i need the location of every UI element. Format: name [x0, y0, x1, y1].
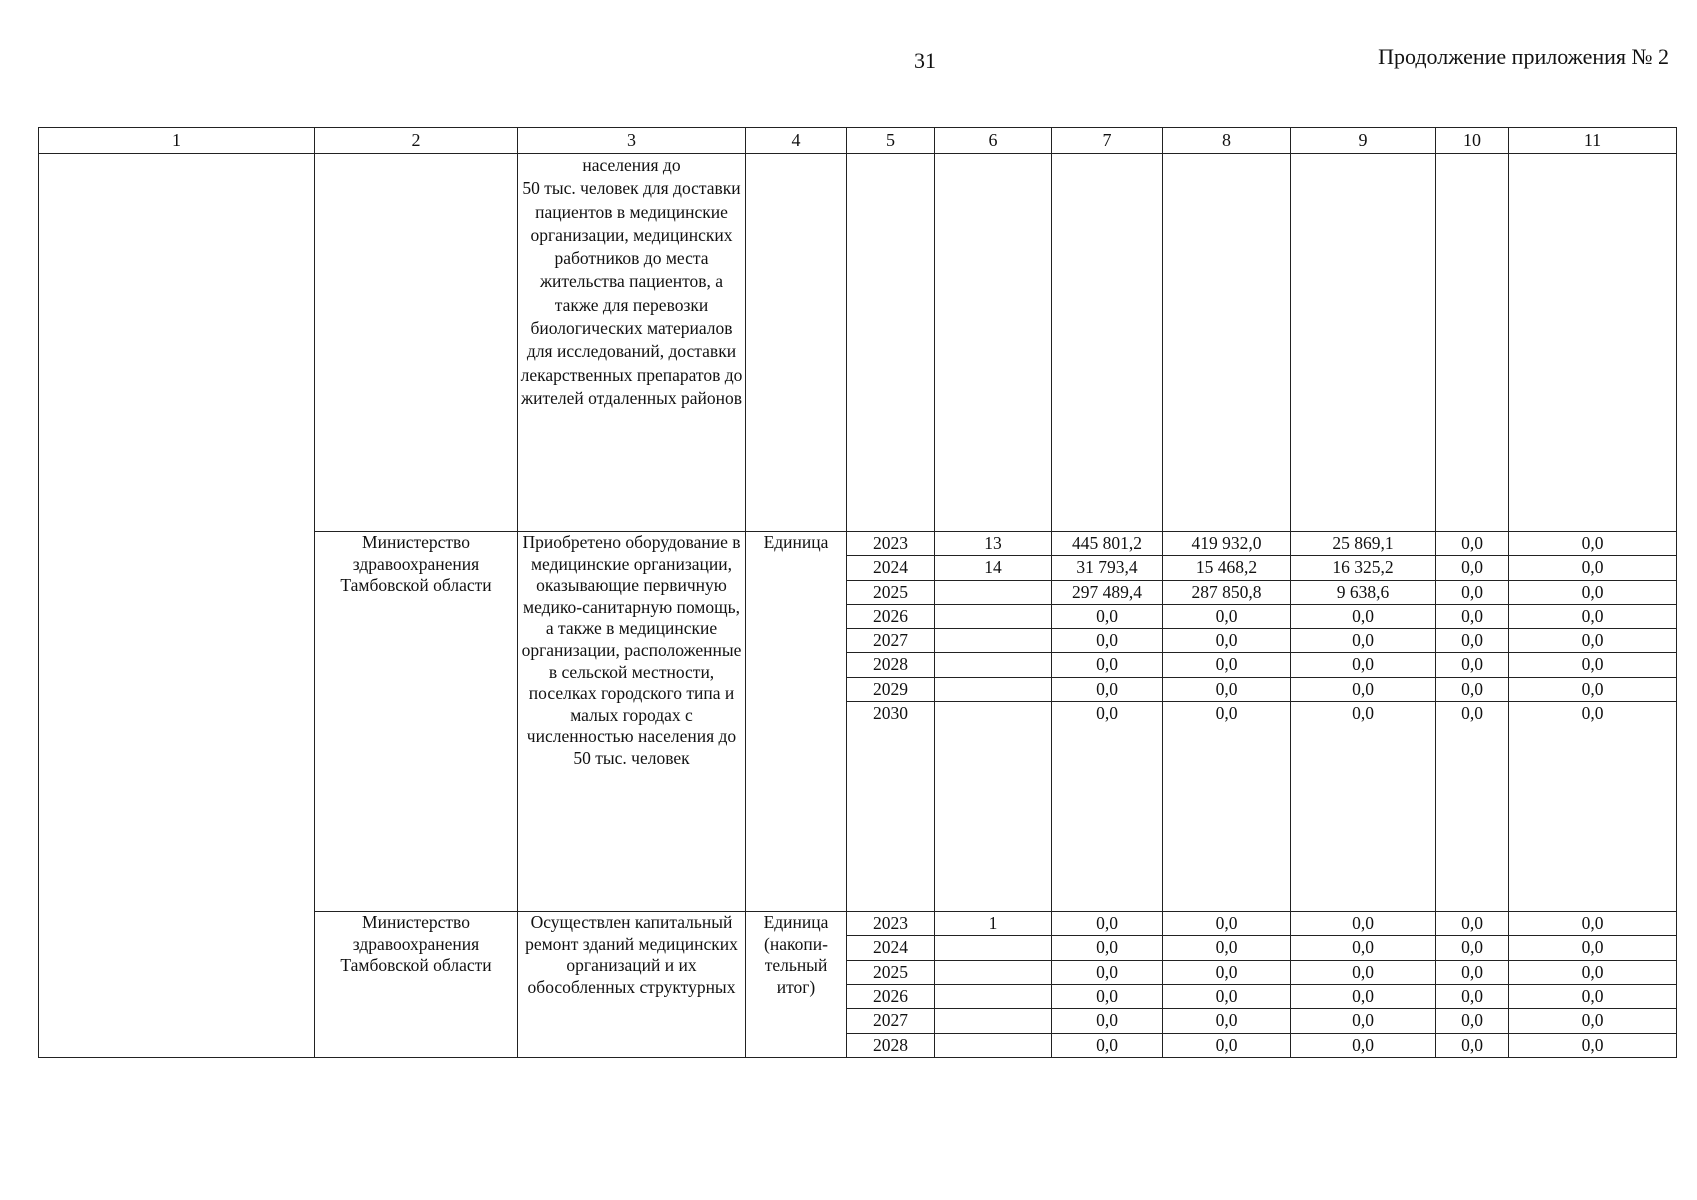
- year-cell: [847, 154, 935, 532]
- value-cell: 445 801,2: [1052, 532, 1163, 556]
- value-cell: 0,0: [1163, 912, 1291, 936]
- value-cell: 0,0: [1163, 936, 1291, 960]
- value-cell: [1163, 154, 1291, 532]
- value-cell: 0,0: [1163, 1033, 1291, 1057]
- table-body: [39, 154, 1677, 1058]
- value-cell: [935, 653, 1052, 677]
- value-cell: 0,0: [1163, 629, 1291, 653]
- value-cell: 0,0: [1052, 984, 1163, 1008]
- year-cell: 2025: [847, 960, 935, 984]
- col-header: 3: [518, 128, 746, 154]
- value-cell: [1291, 154, 1436, 532]
- value-cell: 0,0: [1436, 1009, 1509, 1033]
- col1-cell: [39, 154, 315, 1058]
- value-cell: 0,0: [1291, 1009, 1436, 1033]
- value-cell: [935, 1009, 1052, 1033]
- value-cell: 1: [935, 912, 1052, 936]
- year-cell: 2027: [847, 629, 935, 653]
- col-header: 6: [935, 128, 1052, 154]
- value-cell: 0,0: [1291, 1033, 1436, 1057]
- value-cell: 0,0: [1509, 702, 1677, 912]
- value-cell: 0,0: [1052, 653, 1163, 677]
- results-table: [38, 127, 1677, 1058]
- responsible-cell: Министерство здравоохранения Тамбовской области: [315, 532, 518, 912]
- value-cell: 0,0: [1291, 984, 1436, 1008]
- year-cell: 2025: [847, 580, 935, 604]
- appendix-label: Продолжение приложения № 2: [1378, 44, 1669, 69]
- value-cell: 14: [935, 556, 1052, 580]
- value-cell: [1509, 154, 1677, 532]
- value-cell: 0,0: [1436, 984, 1509, 1008]
- value-cell: [935, 702, 1052, 912]
- value-cell: 0,0: [1291, 677, 1436, 701]
- year-cell: 2023: [847, 532, 935, 556]
- value-cell: 0,0: [1052, 912, 1163, 936]
- year-cell: 2023: [847, 912, 935, 936]
- value-cell: [935, 154, 1052, 532]
- col-header: 4: [746, 128, 847, 154]
- col-header: 10: [1436, 128, 1509, 154]
- value-cell: 0,0: [1163, 984, 1291, 1008]
- value-cell: 15 468,2: [1163, 556, 1291, 580]
- value-cell: 0,0: [1436, 912, 1509, 936]
- value-cell: 0,0: [1052, 604, 1163, 628]
- year-cell: 2028: [847, 653, 935, 677]
- value-cell: 16 325,2: [1291, 556, 1436, 580]
- col-header: 5: [847, 128, 935, 154]
- value-cell: 0,0: [1509, 629, 1677, 653]
- result-cell: Осуществлен капитальный ремонт зданий медицинских организаций и их обособленных структурных: [518, 912, 746, 1058]
- year-cell: 2027: [847, 1009, 935, 1033]
- value-cell: 0,0: [1163, 653, 1291, 677]
- value-cell: 0,0: [1052, 629, 1163, 653]
- value-cell: 0,0: [1291, 604, 1436, 628]
- value-cell: 0,0: [1291, 960, 1436, 984]
- result-cell: Приобретено оборудование в медицинские организации, оказывающие первичную медико-санитарную помощь, а также в медицинские организации, расположенные в сельской местности, поселках городского типа и малых городах с численностью населения до 50 тыс. человек: [518, 532, 746, 912]
- col-header: 2: [315, 128, 518, 154]
- value-cell: 0,0: [1291, 702, 1436, 912]
- value-cell: 0,0: [1509, 580, 1677, 604]
- value-cell: 0,0: [1509, 604, 1677, 628]
- value-cell: [935, 604, 1052, 628]
- value-cell: [935, 984, 1052, 1008]
- col-header: 7: [1052, 128, 1163, 154]
- year-cell: 2029: [847, 677, 935, 701]
- value-cell: [1436, 154, 1509, 532]
- value-cell: [935, 936, 1052, 960]
- value-cell: 0,0: [1436, 604, 1509, 628]
- year-cell: 2030: [847, 702, 935, 912]
- col-header: 1: [39, 128, 315, 154]
- page-number: 31: [914, 48, 936, 73]
- year-cell: 2024: [847, 556, 935, 580]
- value-cell: [935, 960, 1052, 984]
- value-cell: 0,0: [1436, 653, 1509, 677]
- value-cell: 0,0: [1436, 677, 1509, 701]
- value-cell: 9 638,6: [1291, 580, 1436, 604]
- unit-cell: [746, 154, 847, 532]
- year-cell: 2026: [847, 604, 935, 628]
- value-cell: 0,0: [1052, 1033, 1163, 1057]
- col-header: 11: [1509, 128, 1677, 154]
- value-cell: 0,0: [1291, 629, 1436, 653]
- value-cell: 0,0: [1436, 556, 1509, 580]
- value-cell: [935, 1033, 1052, 1057]
- value-cell: 0,0: [1509, 984, 1677, 1008]
- value-cell: 0,0: [1291, 912, 1436, 936]
- value-cell: 0,0: [1436, 936, 1509, 960]
- value-cell: 0,0: [1052, 960, 1163, 984]
- value-cell: 0,0: [1436, 960, 1509, 984]
- year-cell: 2024: [847, 936, 935, 960]
- year-cell: 2028: [847, 1033, 935, 1057]
- continuation-row: [39, 154, 1677, 532]
- value-cell: 0,0: [1291, 653, 1436, 677]
- column-number-row: [39, 128, 1677, 154]
- value-cell: 0,0: [1163, 960, 1291, 984]
- value-cell: [935, 580, 1052, 604]
- value-cell: 0,0: [1436, 629, 1509, 653]
- value-cell: 0,0: [1509, 1009, 1677, 1033]
- value-cell: 0,0: [1509, 677, 1677, 701]
- value-cell: 0,0: [1436, 580, 1509, 604]
- value-cell: 0,0: [1291, 936, 1436, 960]
- unit-cell: Единица: [746, 532, 847, 912]
- value-cell: 297 489,4: [1052, 580, 1163, 604]
- value-cell: 0,0: [1163, 604, 1291, 628]
- responsible-cell: [315, 154, 518, 532]
- value-cell: 0,0: [1052, 1009, 1163, 1033]
- value-cell: 0,0: [1509, 532, 1677, 556]
- value-cell: 0,0: [1436, 1033, 1509, 1057]
- value-cell: 0,0: [1052, 936, 1163, 960]
- value-cell: 0,0: [1509, 653, 1677, 677]
- value-cell: 0,0: [1052, 702, 1163, 912]
- col-header: 9: [1291, 128, 1436, 154]
- value-cell: [935, 677, 1052, 701]
- value-cell: 0,0: [1509, 1033, 1677, 1057]
- unit-cell: Единица (накопи-тельный итог): [746, 912, 847, 1058]
- responsible-cell: Министерство здравоохранения Тамбовской области: [315, 912, 518, 1058]
- value-cell: 287 850,8: [1163, 580, 1291, 604]
- value-cell: 0,0: [1163, 677, 1291, 701]
- value-cell: 0,0: [1509, 556, 1677, 580]
- year-cell: 2026: [847, 984, 935, 1008]
- value-cell: 13: [935, 532, 1052, 556]
- result-cell: населения до 50 тыс. человек для доставки пациентов в медицинские организации, медицинских работников до места жительства пациентов, а также для перевозки биологических материалов для исследований, доставки лекарственных препаратов до жителей отдаленных районов: [518, 154, 746, 532]
- value-cell: 0,0: [1509, 936, 1677, 960]
- value-cell: 0,0: [1163, 1009, 1291, 1033]
- value-cell: [1052, 154, 1163, 532]
- value-cell: 0,0: [1436, 532, 1509, 556]
- value-cell: 0,0: [1436, 702, 1509, 912]
- value-cell: 31 793,4: [1052, 556, 1163, 580]
- value-cell: [935, 629, 1052, 653]
- value-cell: 0,0: [1052, 677, 1163, 701]
- value-cell: 419 932,0: [1163, 532, 1291, 556]
- value-cell: 25 869,1: [1291, 532, 1436, 556]
- value-cell: 0,0: [1509, 960, 1677, 984]
- value-cell: 0,0: [1163, 702, 1291, 912]
- value-cell: 0,0: [1509, 912, 1677, 936]
- col-header: 8: [1163, 128, 1291, 154]
